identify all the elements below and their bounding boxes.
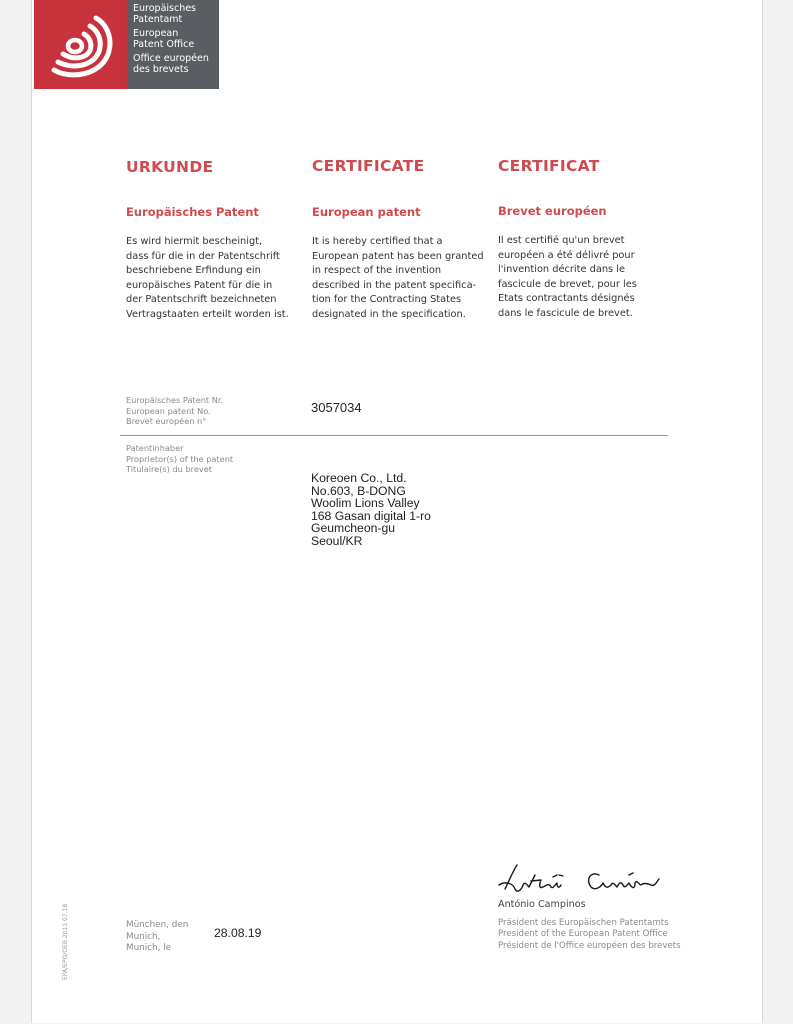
address-line: Woolim Lions Valley — [311, 496, 420, 511]
title-de: URKUNDE — [126, 158, 214, 176]
body-fr-line: l'invention décrite dans le — [498, 264, 626, 276]
proprietor-label-fr: Titulaire(s) du brevet — [126, 464, 212, 474]
proprietor-label-de: Patentinhaber — [126, 443, 184, 453]
body-en-line: tion for the Contracting States — [312, 294, 462, 306]
grant-date: 28.08.19 — [214, 926, 262, 940]
body-de-line: europäisches Patent für die in — [126, 279, 273, 291]
place-labels — [126, 920, 188, 955]
body-de-line: beschriebene Erfindung ein — [126, 265, 261, 277]
proprietor-address — [311, 472, 431, 548]
title-en: CERTIFICATE — [312, 157, 425, 175]
body-en-line: in respect of the invention — [312, 265, 442, 277]
office-name-fr-1: Office européen — [133, 53, 209, 64]
body-en-line: designated in the specification. — [312, 308, 466, 320]
signatory-title-fr: Président de l'Office européen des brevets — [498, 940, 681, 951]
body-en — [312, 235, 484, 323]
office-name-en-2: Patent Office — [133, 38, 195, 50]
form-code: EPA/EPO/OEB 2011 07.18 — [62, 903, 69, 980]
address-line: Seoul/KR — [311, 533, 363, 548]
office-name-fr-2: des brevets — [133, 63, 189, 75]
office-name-en-1: European — [133, 28, 179, 39]
subtitle-en: European patent — [312, 205, 421, 219]
address-line: 168 Gasan digital 1-ro — [311, 508, 431, 523]
subtitle-fr: Brevet européen — [498, 204, 607, 218]
body-fr-line: dans le fascicule de brevet. — [498, 307, 633, 319]
epo-logo — [34, 0, 127, 89]
body-en-line: described in the patent specifica- — [312, 279, 477, 291]
patent-number-label-de: Europäisches Patent Nr. — [126, 395, 224, 405]
proprietor-label — [126, 443, 233, 475]
divider — [120, 435, 668, 436]
body-de-line: der Patentschrift bezeichneten — [126, 294, 277, 306]
patent-number-label — [126, 395, 223, 427]
body-fr-line: fascicule de brevet, pour les — [498, 278, 637, 290]
body-de-line: Es wird hiermit bescheinigt, — [126, 236, 263, 247]
patent-number-label-fr: Brevet européen n° — [126, 416, 207, 426]
body-de-line: dass für die in der Patentschrift — [126, 250, 280, 262]
signatory-titles — [498, 918, 681, 952]
body-fr-line: Il est certifié qu'un brevet — [498, 235, 625, 246]
body-en-line: European patent has been granted — [312, 250, 484, 262]
address-line: No.603, B-DONG — [311, 483, 406, 498]
signature — [495, 855, 665, 900]
body-de-line: Vertragstaaten erteilt worden ist. — [126, 308, 289, 320]
place-label-en: Munich, — [126, 931, 161, 942]
body-fr-line: Etats contractants désignés — [498, 293, 635, 305]
patent-number: 3057034 — [311, 400, 362, 415]
subtitle-de: Europäisches Patent — [126, 205, 259, 219]
address-line: Geumcheon-gu — [311, 521, 396, 536]
address-line: Koreoen Co., Ltd. — [311, 471, 407, 485]
epo-logo-names — [127, 0, 219, 89]
signatory-name: António Campinos — [498, 899, 586, 910]
body-fr — [498, 234, 637, 322]
body-fr-line: européen a été délivré pour — [498, 249, 635, 261]
signatory-title-de: Präsident des Europäischen Patentamts — [498, 918, 669, 928]
signatory-title-en: President of the European Patent Office — [498, 929, 668, 940]
proprietor-label-en: Proprietor(s) of the patent — [126, 453, 234, 464]
office-name-de-2: Patentamt — [133, 13, 183, 25]
office-name-de-1: Europäisches — [133, 3, 197, 14]
epo-logo-icon — [46, 8, 116, 80]
patent-number-label-en: European patent No. — [126, 405, 211, 416]
body-en-line: It is hereby certified that a — [312, 236, 443, 247]
body-de — [126, 235, 289, 323]
place-label-de: München, den — [126, 920, 189, 930]
title-fr: CERTIFICAT — [498, 157, 600, 175]
place-label-fr: Munich, le — [126, 943, 172, 953]
